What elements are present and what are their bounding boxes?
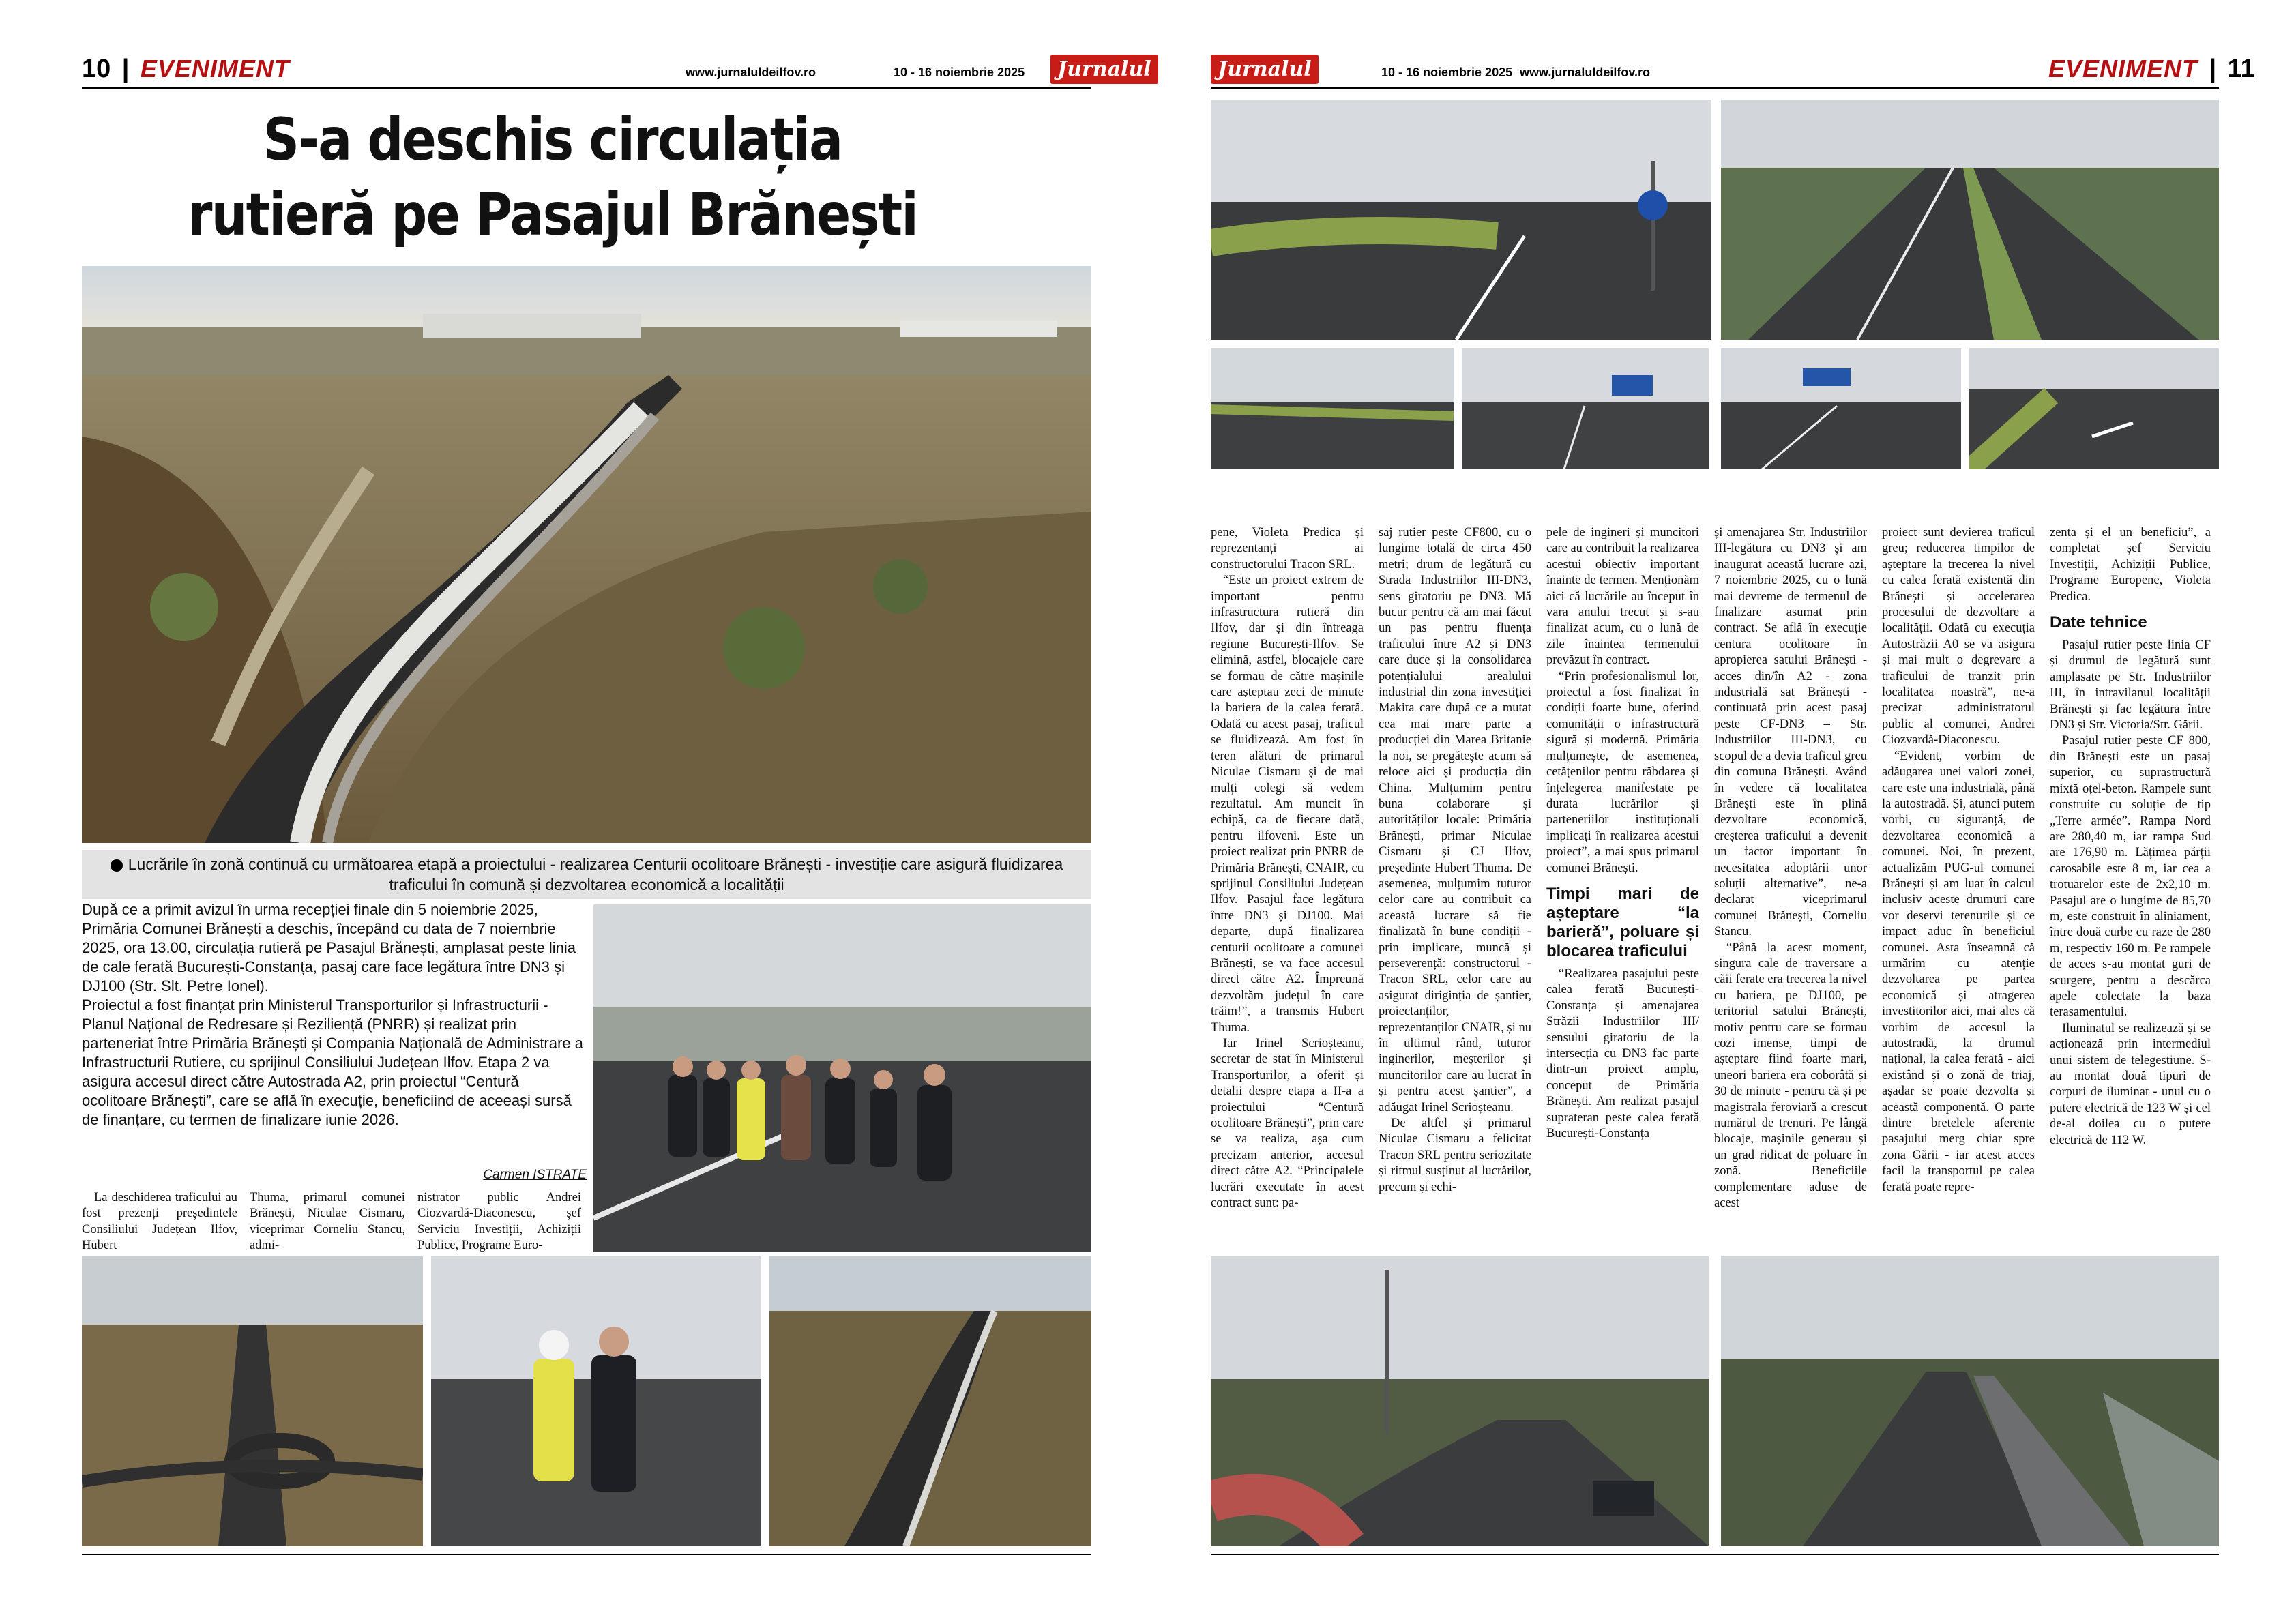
header-rule (82, 87, 1091, 89)
col2-p1: saj rutier peste CF800, cu o lungime totală de circa 450 metri; drum de legătură cu Strada Industriilor III-DN3, sens giratoriu pe DN3. Mă bucur pentru că am mai făcut un pas pentru fluența traficului între A2 și DN3 care duce și la consolidarea potențialului arealului industrial din zona investiției Makita care după ce a mutat cea mai mare parte a producției din Marea Britanie la noi, se pregătește acum să reloce aici și producția din China. Mulțumim pentru buna colaborare și autorităților locale: Primăria Brănești, primar Niculae Cismaru și CJ Ilfov, președinte Hubert Thuma. De asemenea, mulțumim tuturor celor care au contribuit ca această lucrare să fie finalizată în bune condiții - prin implicare, muncă și perseverență: constructorul - Tracon SRL, celor care au asigurat diriginția de șantier, proiectanților, reprezentanților CNAIR, și nu în ultimul rând, tuturor inginerilor, meșterilor și muncitorilor care au lucrat în și pentru acest șantier”, a adăugat Irinel Scrioșteanu. (1379, 526, 1531, 1114)
tech-data-heading: Date tehnice (2050, 613, 2147, 632)
article-column-1 (1211, 525, 1364, 1211)
lead-paragraph-1: După ce a primit avizul în urma recepției finale din 5 noiembrie 2025, Primăria Comunei Brănești a deschis, începând cu data de 7 noiembrie 2025, ora 13.00, circulația rutieră pe Pasajul Brănești, amplasat peste linia de cale ferată București-Constanța, pasaj care face legătura între DN3 și DJ100 (Str. Slt. Petre Ionel). (82, 901, 576, 994)
section-label-right: EVENIMENT (2048, 55, 2198, 83)
photo-caption-text: Lucrările în zonă continuă cu următoarea etapă a proiectului - realizarea Centurii ocolitoare Brănești - investiție care asigură fluidizarea traficului în comună și dezvoltarea economică a localității (128, 855, 1063, 893)
lead-text (82, 900, 588, 1129)
col6-p3: Pasajul rutier peste CF 800, din Brănești este un pasaj superior, cu suprastructură mixtă oțel-beton. Rampele sunt construite cu soluție de tip „Terre armée”. Rampa Nord are 280,40 m, iar rampa Sud are 176,90 m. Lățimea părții carosabile este 8 m, iar cea a trotuarelor este de 2x2,10 m. Pasajul are o lungime de 85,70 m, este construit în aliniament, între două curbe cu raze de 280 m, respectiv 160 m. Pe rampele de acces s-au montat guri de scurgere, pentru a descărca apele colectate la baza terasamentului. (2050, 734, 2211, 1020)
photo-small-2 (1462, 348, 1709, 469)
left-page-header (82, 55, 290, 89)
photo-bridge-deck (1721, 100, 2219, 340)
page-number: 10 (82, 55, 111, 83)
section-label: EVENIMENT (140, 55, 290, 83)
article-column-6 (2050, 525, 2211, 1149)
article-column-3 (1546, 525, 1699, 1142)
article-column-2 (1379, 525, 1531, 1196)
article-column-a (82, 1190, 237, 1254)
newspaper-logo: Jurnalul (1050, 57, 1158, 91)
group-photo (593, 904, 1091, 1252)
footer-rule-right (1211, 1554, 2219, 1555)
col6-p4: Iluminatul se realizează și se acționează prin intermediul unui sistem de telegestiune. S-au montat două tipuri de corpuri de iluminat - unul cu o putere electrică de 123 W și cel de-al doilea cu o putere electrică de 112 W. (2050, 1021, 2211, 1147)
col5-p2: “Evident, vorbim de adăugarea unei valori zonei, care este una industrială, până la autostradă. Și, atunci putem vorbi, cu siguranță, de dezvoltarea economică a comunei. Noi, în prezent, actualizăm PUG-ul comunei Brănești și am luat în calcul inclusiv aceste drumuri care vor deservi terenurile și ce impact aduc în beneficiul comunei. Asta înseamnă că urmărim cu atenție dezvoltarea pe partea economică și atragerea investitorilor aici, mai ales că vorbim de accesul la autostradă, la drumul național, la calea ferată - aici existând și o zonă de triaj, așadar se poate dezvolta și această componentă. O parte dintre bretelele aferente pasajului merg chiar spre zona Gării - iar acest acces facil la transportul pe calea ferată poate repre- (1882, 749, 2035, 1194)
article-column-c (417, 1190, 581, 1254)
article-column-b (250, 1190, 405, 1254)
issue-dates: 10 - 16 noiembrie 2025 (894, 65, 1025, 79)
article-column-4 (1714, 525, 1867, 1211)
right-page (1148, 0, 2296, 1611)
header-rule-right (1211, 87, 2219, 89)
col5-p1: proiect sunt devierea traficul greu; reducerea timpilor de așteptare la trecerea la nivel cu calea ferată existentă din Brănești și accelerarea procesului de dezvoltare a localității. Odată cu execuția Autostrăzii A0 se va asigura și mai mult o degrevare a traficului de tranzit prin localitatea noastră”, ne-a precizat administratorul public al comunei, Andrei Ciozvardă-Diaconescu. (1882, 526, 2035, 748)
col1-p2: “Este un proiect extrem de important pentru infrastructura rutieră din Ilfov, dar și din întreaga regiune București-Ilfov. Se elimină, astfel, blocajele care se formau de către mașinile care așteptau zeci de minute la bariera de la calea ferată. Odată cu acest pasaj, traficul se fluidizează. Am fost în teren alături de primarul Niculae Cismaru și de mai mulți colegi să vedem rezultatul. Am muncit în echipă, ca de fiecare dată, pentru ilfoveni. Este un proiect realizat prin PNRR de Primăria Brănești, CNAIR, cu sprijinul Consiliului Județean Ilfov. Pasajul face legătura între DN3 și DJ100. Mai departe, după finalizarea centurii ocolitoare a comunei Brănești, se va face accesul direct către A2. Împreună dezvoltăm județul în care trăim!”, a transmis Hubert Thuma. (1211, 574, 1364, 1035)
column-a-text: La deschiderea traficului au fost prezenți președintele Consiliului Județean Ilfov, Hubert (82, 1191, 237, 1253)
photo-small-1 (1211, 348, 1454, 469)
col6-p1: zenta și el un beneficiu”, a completat șef Serviciu Investiții, Achiziții Publice, Programe Europene, Violeta Predica. (2050, 526, 2211, 604)
headline: S-a deschis circulația rutieră pe Pasajul Brănești (187, 106, 918, 249)
logo-text: Jurnalul (1211, 55, 1319, 84)
photo-small-3 (1721, 348, 1961, 469)
col1-p1: pene, Violeta Predica și reprezentanți ai constructorului Tracon SRL. (1211, 526, 1364, 572)
col4-p1: și amenajarea Str. Industriilor III-legătura cu DN3 și am inaugurat această lucrare azi, 7 noiembrie 2025, cu o lună mai devreme de termenul de finalizare asumat prin contract. Se află în execuție centura ocolitoare în apropierea satului Brănești - acces din/în A2 - zona industrială sat Brănești - continuată prin acest pasaj peste CF-DN3 – Str. Industriilor III-DN3, cu scopul de a devia traficul greu din comuna Brănești. Având în vedere că localitatea Brănești este în plină dezvoltare economică, creșterea traficului a devenit un factor important în necesitatea adoptării unor soluții alternative”, ne-a declarat viceprimarul comunei Brănești, Corneliu Stancu. (1714, 526, 1867, 939)
page-number-right: 11 (2227, 55, 2255, 83)
col4-p2: “Până la acest moment, singura cale de traversare a căii ferate era trecerea la nivel cu bariera, pe DJ100, pe teritoriul satului Brănești, motiv pentru care se formau cozi imense, timpi de așteptare fiind foarte mari, uneori bariera era coborâtă și 30 de minute - pentru că și pe magistrala feroviară a crescut numărul de trenuri. Pe lângă blocaje, mașinile generau și un grad ridicat de poluare în zonă. Beneficiile complementare aduse de acest (1714, 941, 1867, 1211)
photo-road-bottom-right (1721, 1256, 2219, 1546)
column-c-text: nistrator public Andrei Ciozvardă-Diaconescu, șef Serviciu Investiții, Achiziții Publice, Programe Euro- (417, 1191, 581, 1253)
column-b-text: Thuma, primarul comunei Brănești, Niculae Cismaru, viceprimar Corneliu Stancu, admi- (250, 1191, 405, 1253)
footer-rule-left (82, 1554, 1091, 1555)
col2-p2: De altfel și primarul Niculae Cismaru a felicitat Tracon SRL pentru seriozitate și ritmul susținut al lucrărilor, precum și echi- (1379, 1117, 1531, 1194)
header-separator: | (121, 55, 130, 83)
col3-p1: pele de ingineri și muncitori care au contribuit la realizarea acestui obiectiv important înainte de termen. Menționăm aici că lucrările au început în vara anului trecut și s-au finalizat acum, cu o lună de zile înaintea termenului prevăzut în contract. (1546, 526, 1699, 668)
subheading-barrier: Timpi mari de așteptare “la barieră”, poluare și blocarea traficului (1546, 884, 1699, 960)
photo-road-sign (1211, 100, 1711, 340)
lead-paragraph-2: Proiectul a fost finanțat prin Ministerul Transporturilor și Infrastructurii - Planul Național de Redresare și Reziliență (PNRR) și realizat prin parteneriat între Primăria Brănești și Compania Națională de Administrare a Infrastructurii Rutiere, cu sprijinul Consiliului Județean Ilfov. Etapa 2 va asigura accesul direct către Autostrada A2, prin proiectul “Centură ocolitoare Brănești”, care se află în execuție, beneficiind de aceeași sursă de finanțare, cu termen de finalizare iunie 2026. (82, 996, 583, 1128)
photo-road-bottom-left (1211, 1256, 1709, 1546)
issue-dates-right: 10 - 16 noiembrie 2025 (1381, 65, 1513, 79)
right-page-header (2048, 55, 2255, 89)
bottom-photo-handshake (431, 1256, 761, 1546)
bottom-photo-roundabout (82, 1256, 423, 1546)
photo-caption (82, 850, 1091, 899)
photo-small-4 (1969, 348, 2219, 469)
col3-p3: “Realizarea pasajului peste calea ferată București-Constanța și amenajarea Străzii Industriilor III/ sensului giratoriu de la intersecția cu DN3 fac parte dintr-un proiect amplu, conceput de Primăria Brănești. Am realizat pasajul suprateran peste calea ferată București-Constanța (1546, 966, 1699, 1140)
col6-p2: Pasajul rutier peste linia CF și drumul de legătură sunt amplasate pe Str. Industriilor III, în intravilanul localității Brănești și fac legătura între DN3 și Str. Victoria/Str. Gării. (2050, 638, 2211, 733)
website[interactable]: www.jurnaluldeilfov.ro (686, 65, 816, 79)
header-separator-right: | (2209, 55, 2217, 83)
newspaper-logo-right (1211, 57, 1319, 91)
byline: Carmen ISTRATE (483, 1168, 587, 1182)
bottom-photo-aerial-bridge (769, 1256, 1091, 1546)
bullet-icon (111, 859, 123, 872)
main-aerial-photo (82, 266, 1091, 843)
col3-p2: “Prin profesionalismul lor, proiectul a fost finalizat în condiții foarte bune, oferind comunității o infrastructură sigură și modernă. Primăria mulțumește, de asemenea, cetățenilor pentru răbdarea și înțelegerea manifestate pe durata lucrărilor și parteneriilor instituționali implicați în realizarea acestui proiect”, a mai spus primarul comunei Brănești. (1546, 669, 1699, 875)
website-right[interactable]: www.jurnaluldeilfov.ro (1520, 65, 1651, 79)
article-column-5 (1882, 525, 2035, 1196)
col1-p3: Iar Irinel Scrioșteanu, secretar de stat în Ministerul Transporturilor, a oferit și detalii despre etapa a II-a a proiectului “Centură ocolitoare Brănești”, prin care se va realiza, așa cum precizam anterior, accesul direct către A2. “Principalele lucrări executate în acest contract sunt: pa- (1211, 1037, 1364, 1211)
